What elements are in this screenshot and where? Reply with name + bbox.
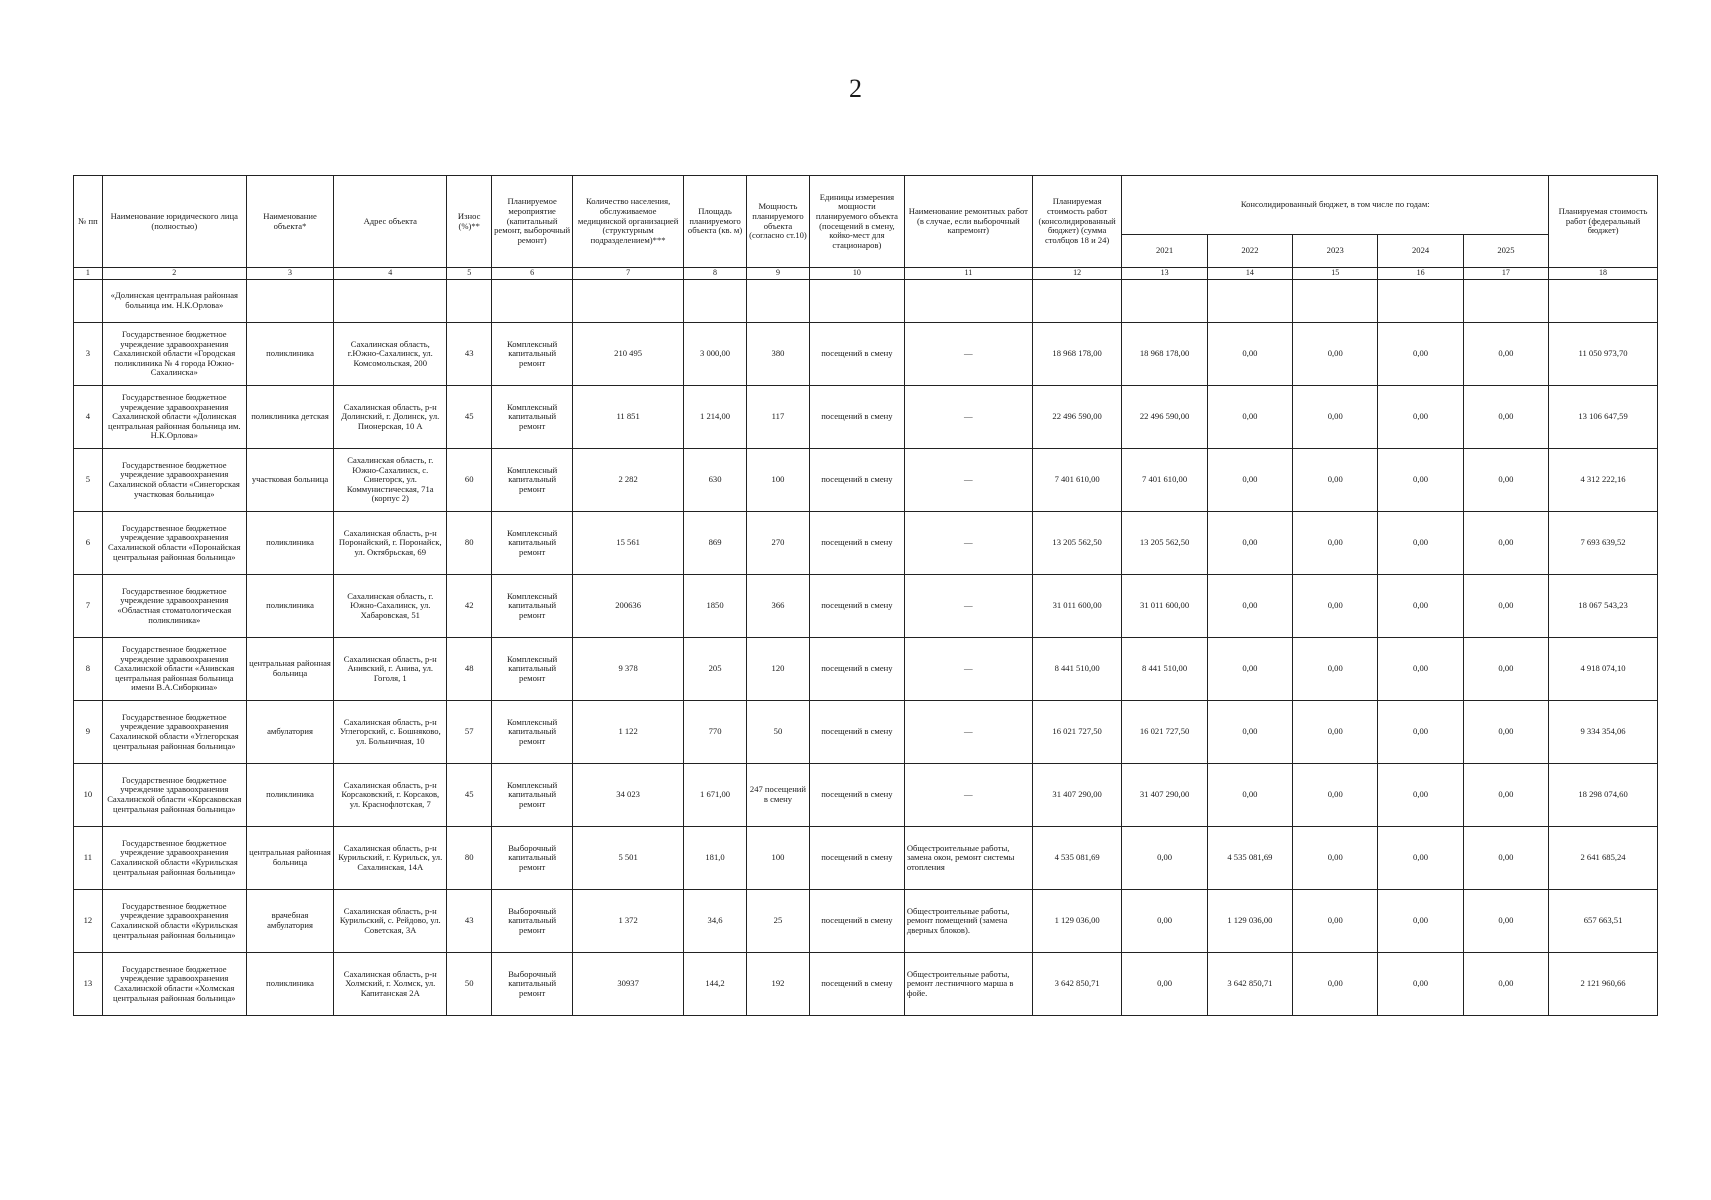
cell-population: 34 023: [573, 764, 684, 827]
header-org: Наименование юридического лица (полностью): [102, 176, 246, 268]
cell-row-number: 8: [74, 638, 103, 701]
cell-object-name: центральная районная больница: [246, 827, 333, 890]
cell-repair-works: —: [904, 323, 1032, 386]
cell-year-2025: 0,00: [1463, 512, 1548, 575]
column-index: 14: [1207, 268, 1292, 280]
cell-capacity-units: посещений в смену: [809, 638, 904, 701]
cell-address: Сахалинская область, р-н Долинский, г. Долинск, ул. Пионерская, 10 А: [334, 386, 447, 449]
cell-capacity-units: посещений в смену: [809, 890, 904, 953]
cell-population: 11 851: [573, 386, 684, 449]
cell-year-2025: 0,00: [1463, 323, 1548, 386]
cell-org-name: Государственное бюджетное учреждение здравоохранения Сахалинской области «Углегорская центральная районная больница»: [102, 701, 246, 764]
table-row: [74, 890, 1658, 953]
column-index: 5: [447, 268, 492, 280]
cell-population: 30937: [573, 953, 684, 1016]
cell-address: Сахалинская область, р-н Углегорский, с. Бошняково, ул. Больничная, 10: [334, 701, 447, 764]
cell-address: Сахалинская область, р-н Курильский, г. Курильск, ул. Сахалинская, 14А: [334, 827, 447, 890]
cell-org-name: Государственное бюджетное учреждение здравоохранения Сахалинской области «Долинская центральная районная больница им. Н.К.Орлова»: [102, 386, 246, 449]
header-wear: Износ (%)**: [447, 176, 492, 268]
cell-capacity: 366: [747, 575, 810, 638]
cell-object-name: участковая больница: [246, 449, 333, 512]
cell-year-2023: 0,00: [1293, 512, 1378, 575]
cell-year-2024: 0,00: [1378, 701, 1463, 764]
header-year-2025: 2025: [1463, 235, 1548, 268]
cell-row-number: 7: [74, 575, 103, 638]
cell-planned-activity: Выборочный капитальный ремонт: [492, 827, 573, 890]
cell-area: 770: [684, 701, 747, 764]
cell-repair-works: Общестроительные работы, замена окон, ремонт системы отопления: [904, 827, 1032, 890]
cell-object-name: поликлиника: [246, 764, 333, 827]
cell-population: 200636: [573, 575, 684, 638]
cell-address: Сахалинская область, р-н Анивский, г. Анива, ул. Гоголя, 1: [334, 638, 447, 701]
cell-capacity-units: посещений в смену: [809, 449, 904, 512]
cell-empty: [809, 280, 904, 323]
cell-row-number: 9: [74, 701, 103, 764]
table-row: [74, 512, 1658, 575]
cell-address: Сахалинская область, г. Южно-Сахалинск, с. Синегорск, ул. Коммунистическая, 71а (корпус 2): [334, 449, 447, 512]
table-row: [74, 323, 1658, 386]
cell-year-2024: 0,00: [1378, 386, 1463, 449]
cell-year-2023: 0,00: [1293, 323, 1378, 386]
cell-planned-activity: Комплексный капитальный ремонт: [492, 386, 573, 449]
table-row: [74, 701, 1658, 764]
cell-year-2022: 0,00: [1207, 575, 1292, 638]
cell-population: 9 378: [573, 638, 684, 701]
column-index-row: [74, 268, 1658, 280]
table-body: [74, 280, 1658, 1016]
table-row: [74, 827, 1658, 890]
cell-empty: [684, 280, 747, 323]
cell-year-2021: 31 011 600,00: [1122, 575, 1207, 638]
cell-planned-cost: 4 535 081,69: [1032, 827, 1122, 890]
cell-org-name: Государственное бюджетное учреждение здравоохранения Сахалинской области «Поронайская центральная районная больница»: [102, 512, 246, 575]
cell-year-2024: 0,00: [1378, 323, 1463, 386]
cell-repair-works: Общестроительные работы, ремонт лестничного марша в фойе.: [904, 953, 1032, 1016]
header-year-2021: 2021: [1122, 235, 1207, 268]
cell-row-number: 6: [74, 512, 103, 575]
cell-year-2021: 0,00: [1122, 890, 1207, 953]
cell-capacity-units: посещений в смену: [809, 323, 904, 386]
column-index: 10: [809, 268, 904, 280]
cell-federal-cost: 657 663,51: [1549, 890, 1658, 953]
cell-address: Сахалинская область, г. Южно-Сахалинск, ул. Хабаровская, 51: [334, 575, 447, 638]
column-index: 7: [573, 268, 684, 280]
cell-capacity-units: посещений в смену: [809, 764, 904, 827]
cell-federal-cost: 4 312 222,16: [1549, 449, 1658, 512]
cell-empty: [1032, 280, 1122, 323]
cell-repair-works: —: [904, 764, 1032, 827]
cell-area: 630: [684, 449, 747, 512]
cell-federal-cost: 2 641 685,24: [1549, 827, 1658, 890]
cell-org-name: Государственное бюджетное учреждение здравоохранения Сахалинской области «Курильская центральная районная больница»: [102, 827, 246, 890]
cell-org-name: Государственное бюджетное учреждение здравоохранения Сахалинской области «Синегорская участковая больница»: [102, 449, 246, 512]
cell-empty: [74, 280, 103, 323]
cell-year-2022: 0,00: [1207, 323, 1292, 386]
cell-capacity: 120: [747, 638, 810, 701]
cell-wear-percent: 50: [447, 953, 492, 1016]
cell-population: 210 495: [573, 323, 684, 386]
cell-area: 1850: [684, 575, 747, 638]
cell-year-2022: 0,00: [1207, 512, 1292, 575]
cell-wear-percent: 45: [447, 386, 492, 449]
cell-year-2022: 3 642 850,71: [1207, 953, 1292, 1016]
cell-area: 181,0: [684, 827, 747, 890]
cell-year-2023: 0,00: [1293, 953, 1378, 1016]
cell-capacity: 25: [747, 890, 810, 953]
cell-year-2025: 0,00: [1463, 764, 1548, 827]
cell-planned-activity: Комплексный капитальный ремонт: [492, 512, 573, 575]
cell-planned-cost: 3 642 850,71: [1032, 953, 1122, 1016]
column-index: 13: [1122, 268, 1207, 280]
cell-year-2024: 0,00: [1378, 890, 1463, 953]
cell-org-name: Государственное бюджетное учреждение здравоохранения Сахалинской области «Курильская центральная районная больница»: [102, 890, 246, 953]
cell-federal-cost: 13 106 647,59: [1549, 386, 1658, 449]
cell-wear-percent: 45: [447, 764, 492, 827]
cell-capacity-units: посещений в смену: [809, 386, 904, 449]
header-area: Площадь планируемого объекта (кв. м): [684, 176, 747, 268]
cell-area: 869: [684, 512, 747, 575]
header-year-2024: 2024: [1378, 235, 1463, 268]
cell-row-number: 10: [74, 764, 103, 827]
cell-planned-cost: 16 021 727,50: [1032, 701, 1122, 764]
cell-repair-works: Общестроительные работы, ремонт помещений (замена дверных блоков).: [904, 890, 1032, 953]
cell-capacity: 192: [747, 953, 810, 1016]
cell-row-number: 4: [74, 386, 103, 449]
cell-year-2023: 0,00: [1293, 449, 1378, 512]
cell-org-name: Государственное бюджетное учреждение здравоохранения Сахалинской области «Холмская центральная районная больница»: [102, 953, 246, 1016]
cell-planned-cost: 13 205 562,50: [1032, 512, 1122, 575]
column-index: 12: [1032, 268, 1122, 280]
cell-area: 1 214,00: [684, 386, 747, 449]
cell-wear-percent: 60: [447, 449, 492, 512]
cell-row-number: 11: [74, 827, 103, 890]
cell-object-name: поликлиника детская: [246, 386, 333, 449]
cell-capacity: 247 посещений в смену: [747, 764, 810, 827]
cell-federal-cost: 7 693 639,52: [1549, 512, 1658, 575]
cell-federal-cost: 18 067 543,23: [1549, 575, 1658, 638]
cell-wear-percent: 57: [447, 701, 492, 764]
column-index: 9: [747, 268, 810, 280]
cell-year-2022: 4 535 081,69: [1207, 827, 1292, 890]
cell-planned-activity: Комплексный капитальный ремонт: [492, 701, 573, 764]
column-index: 2: [102, 268, 246, 280]
cell-year-2022: 1 129 036,00: [1207, 890, 1292, 953]
cell-planned-activity: Комплексный капитальный ремонт: [492, 764, 573, 827]
cell-empty: [1122, 280, 1207, 323]
cell-area: 205: [684, 638, 747, 701]
cell-planned-activity: Комплексный капитальный ремонт: [492, 638, 573, 701]
header-consolidated-budget: Консолидированный бюджет, в том числе по годам:: [1122, 176, 1549, 235]
cell-year-2023: 0,00: [1293, 890, 1378, 953]
cell-year-2024: 0,00: [1378, 575, 1463, 638]
header-population: Количество населения, обслуживаемое медицинской организацией (структурным подразделением)***: [573, 176, 684, 268]
column-index: 17: [1463, 268, 1548, 280]
column-index: 6: [492, 268, 573, 280]
cell-empty: [1549, 280, 1658, 323]
cell-capacity: 50: [747, 701, 810, 764]
cell-capacity-units: посещений в смену: [809, 701, 904, 764]
column-index: 16: [1378, 268, 1463, 280]
header-num: № пп: [74, 176, 103, 268]
cell-capacity-units: посещений в смену: [809, 575, 904, 638]
cell-population: 15 561: [573, 512, 684, 575]
cell-capacity: 100: [747, 827, 810, 890]
cell-year-2024: 0,00: [1378, 449, 1463, 512]
cell-repair-works: —: [904, 449, 1032, 512]
cell-year-2022: 0,00: [1207, 764, 1292, 827]
cell-object-name: поликлиника: [246, 575, 333, 638]
cell-address: Сахалинская область, р-н Корсаковский, г. Корсаков, ул. Краснофлотская, 7: [334, 764, 447, 827]
cell-capacity-units: посещений в смену: [809, 512, 904, 575]
page-number: 2: [849, 74, 862, 103]
cell-year-2025: 0,00: [1463, 638, 1548, 701]
cell-year-2021: 0,00: [1122, 827, 1207, 890]
cell-capacity: 380: [747, 323, 810, 386]
cell-repair-works: —: [904, 386, 1032, 449]
table-row: [74, 449, 1658, 512]
cell-row-number: 3: [74, 323, 103, 386]
cell-year-2021: 31 407 290,00: [1122, 764, 1207, 827]
cell-year-2022: 0,00: [1207, 638, 1292, 701]
cell-empty: [904, 280, 1032, 323]
cell-repair-works: —: [904, 701, 1032, 764]
cell-year-2022: 0,00: [1207, 386, 1292, 449]
column-index: 11: [904, 268, 1032, 280]
cell-empty: [1463, 280, 1548, 323]
cell-planned-activity: Комплексный капитальный ремонт: [492, 449, 573, 512]
cell-empty: [246, 280, 333, 323]
cell-year-2025: 0,00: [1463, 449, 1548, 512]
cell-year-2024: 0,00: [1378, 512, 1463, 575]
cell-year-2021: 8 441 510,00: [1122, 638, 1207, 701]
cell-wear-percent: 80: [447, 512, 492, 575]
cell-year-2024: 0,00: [1378, 953, 1463, 1016]
cell-year-2025: 0,00: [1463, 827, 1548, 890]
cell-row-number: 5: [74, 449, 103, 512]
repair-program-table-container: [73, 175, 1658, 1016]
cell-object-name: поликлиника: [246, 512, 333, 575]
header-federal: Планируемая стоимость работ (федеральный бюджет): [1549, 176, 1658, 268]
header-works: Наименование ремонтных работ (в случае, если выборочный капремонт): [904, 176, 1032, 268]
table-row: [74, 638, 1658, 701]
cell-empty: [447, 280, 492, 323]
cell-object-name: амбулатория: [246, 701, 333, 764]
cell-year-2024: 0,00: [1378, 827, 1463, 890]
column-index: 8: [684, 268, 747, 280]
cell-object-name: поликлиника: [246, 323, 333, 386]
cell-year-2021: 0,00: [1122, 953, 1207, 1016]
cell-planned-cost: 18 968 178,00: [1032, 323, 1122, 386]
cell-wear-percent: 48: [447, 638, 492, 701]
cell-repair-works: —: [904, 575, 1032, 638]
cell-capacity: 270: [747, 512, 810, 575]
cell-federal-cost: 2 121 960,66: [1549, 953, 1658, 1016]
header-year-2022: 2022: [1207, 235, 1292, 268]
cell-federal-cost: 11 050 973,70: [1549, 323, 1658, 386]
cell-object-name: поликлиника: [246, 953, 333, 1016]
cell-empty: [1207, 280, 1292, 323]
continuation-org-name: «Долинская центральная районная больница им. Н.К.Орлова»: [102, 280, 246, 323]
cell-year-2021: 22 496 590,00: [1122, 386, 1207, 449]
cell-planned-activity: Выборочный капитальный ремонт: [492, 890, 573, 953]
cell-org-name: Государственное бюджетное учреждение здравоохранения Сахалинской области «Анивская центральная районная больница имени В.А.Сиборкина»: [102, 638, 246, 701]
cell-year-2021: 18 968 178,00: [1122, 323, 1207, 386]
cell-planned-cost: 22 496 590,00: [1032, 386, 1122, 449]
header-address: Адрес объекта: [334, 176, 447, 268]
cell-wear-percent: 42: [447, 575, 492, 638]
cell-area: 3 000,00: [684, 323, 747, 386]
table-row: [74, 386, 1658, 449]
cell-federal-cost: 9 334 354,06: [1549, 701, 1658, 764]
cell-year-2023: 0,00: [1293, 827, 1378, 890]
cell-planned-activity: Выборочный капитальный ремонт: [492, 953, 573, 1016]
cell-object-name: центральная районная больница: [246, 638, 333, 701]
header-planned-cost: Планируемая стоимость работ (консолидированный бюджет) (сумма столбцов 18 и 24): [1032, 176, 1122, 268]
table-header: [74, 176, 1658, 280]
table-row: [74, 764, 1658, 827]
cell-address: Сахалинская область, г.Южно-Сахалинск, ул. Комсомольская, 200: [334, 323, 447, 386]
cell-year-2025: 0,00: [1463, 386, 1548, 449]
cell-year-2023: 0,00: [1293, 701, 1378, 764]
cell-planned-cost: 8 441 510,00: [1032, 638, 1122, 701]
cell-repair-works: —: [904, 512, 1032, 575]
cell-year-2024: 0,00: [1378, 638, 1463, 701]
cell-wear-percent: 43: [447, 890, 492, 953]
cell-org-name: Государственное бюджетное учреждение здравоохранения Сахалинской области «Городская поликлиника № 4 города Южно-Сахалинска»: [102, 323, 246, 386]
cell-federal-cost: 18 298 074,60: [1549, 764, 1658, 827]
cell-org-name: Государственное бюджетное учреждение здравоохранения «Областная стоматологическая поликлиника»: [102, 575, 246, 638]
cell-empty: [573, 280, 684, 323]
cell-empty: [1293, 280, 1378, 323]
cell-address: Сахалинская область, р-н Холмский, г. Холмск, ул. Капитанская 2А: [334, 953, 447, 1016]
cell-row-number: 12: [74, 890, 103, 953]
cell-planned-activity: Комплексный капитальный ремонт: [492, 323, 573, 386]
cell-year-2025: 0,00: [1463, 953, 1548, 1016]
table-row: [74, 575, 1658, 638]
cell-address: Сахалинская область, р-н Поронайский, г. Поронайск, ул. Октябрьская, 69: [334, 512, 447, 575]
cell-year-2025: 0,00: [1463, 701, 1548, 764]
cell-year-2025: 0,00: [1463, 890, 1548, 953]
cell-area: 34,6: [684, 890, 747, 953]
column-index: 15: [1293, 268, 1378, 280]
cell-federal-cost: 4 918 074,10: [1549, 638, 1658, 701]
header-units: Единицы измерения мощности планируемого объекта (посещений в смену, койко-мест для стационаров): [809, 176, 904, 268]
cell-wear-percent: 43: [447, 323, 492, 386]
column-index: 18: [1549, 268, 1658, 280]
cell-year-2021: 13 205 562,50: [1122, 512, 1207, 575]
cell-year-2022: 0,00: [1207, 701, 1292, 764]
cell-planned-activity: Комплексный капитальный ремонт: [492, 575, 573, 638]
continuation-row: [74, 280, 1658, 323]
cell-population: 1 122: [573, 701, 684, 764]
cell-population: 1 372: [573, 890, 684, 953]
column-index: 3: [246, 268, 333, 280]
header-object: Наименование объекта*: [246, 176, 333, 268]
cell-year-2021: 16 021 727,50: [1122, 701, 1207, 764]
cell-capacity: 117: [747, 386, 810, 449]
cell-object-name: врачебная амбулатория: [246, 890, 333, 953]
column-index: 1: [74, 268, 103, 280]
header-activity: Планируемое мероприятие (капитальный ремонт, выборочный ремонт): [492, 176, 573, 268]
cell-population: 2 282: [573, 449, 684, 512]
cell-planned-cost: 1 129 036,00: [1032, 890, 1122, 953]
cell-year-2021: 7 401 610,00: [1122, 449, 1207, 512]
cell-area: 144,2: [684, 953, 747, 1016]
cell-address: Сахалинская область, р-н Курильский, с. Рейдово, ул. Советская, 3А: [334, 890, 447, 953]
cell-year-2025: 0,00: [1463, 575, 1548, 638]
cell-year-2023: 0,00: [1293, 575, 1378, 638]
cell-year-2022: 0,00: [1207, 449, 1292, 512]
cell-empty: [1378, 280, 1463, 323]
cell-empty: [747, 280, 810, 323]
cell-planned-cost: 31 407 290,00: [1032, 764, 1122, 827]
cell-org-name: Государственное бюджетное учреждение здравоохранения Сахалинской области «Корсаковская центральная районная больница»: [102, 764, 246, 827]
cell-year-2023: 0,00: [1293, 764, 1378, 827]
cell-population: 5 501: [573, 827, 684, 890]
cell-empty: [334, 280, 447, 323]
cell-wear-percent: 80: [447, 827, 492, 890]
cell-year-2023: 0,00: [1293, 638, 1378, 701]
cell-capacity-units: посещений в смену: [809, 953, 904, 1016]
cell-capacity: 100: [747, 449, 810, 512]
column-index: 4: [334, 268, 447, 280]
repair-program-table: [73, 175, 1658, 1016]
cell-repair-works: —: [904, 638, 1032, 701]
cell-empty: [492, 280, 573, 323]
cell-planned-cost: 31 011 600,00: [1032, 575, 1122, 638]
cell-row-number: 13: [74, 953, 103, 1016]
cell-year-2023: 0,00: [1293, 386, 1378, 449]
table-row: [74, 953, 1658, 1016]
cell-planned-cost: 7 401 610,00: [1032, 449, 1122, 512]
cell-year-2024: 0,00: [1378, 764, 1463, 827]
cell-area: 1 671,00: [684, 764, 747, 827]
cell-capacity-units: посещений в смену: [809, 827, 904, 890]
header-capacity: Мощность планируемого объекта (согласно ст.10): [747, 176, 810, 268]
header-year-2023: 2023: [1293, 235, 1378, 268]
